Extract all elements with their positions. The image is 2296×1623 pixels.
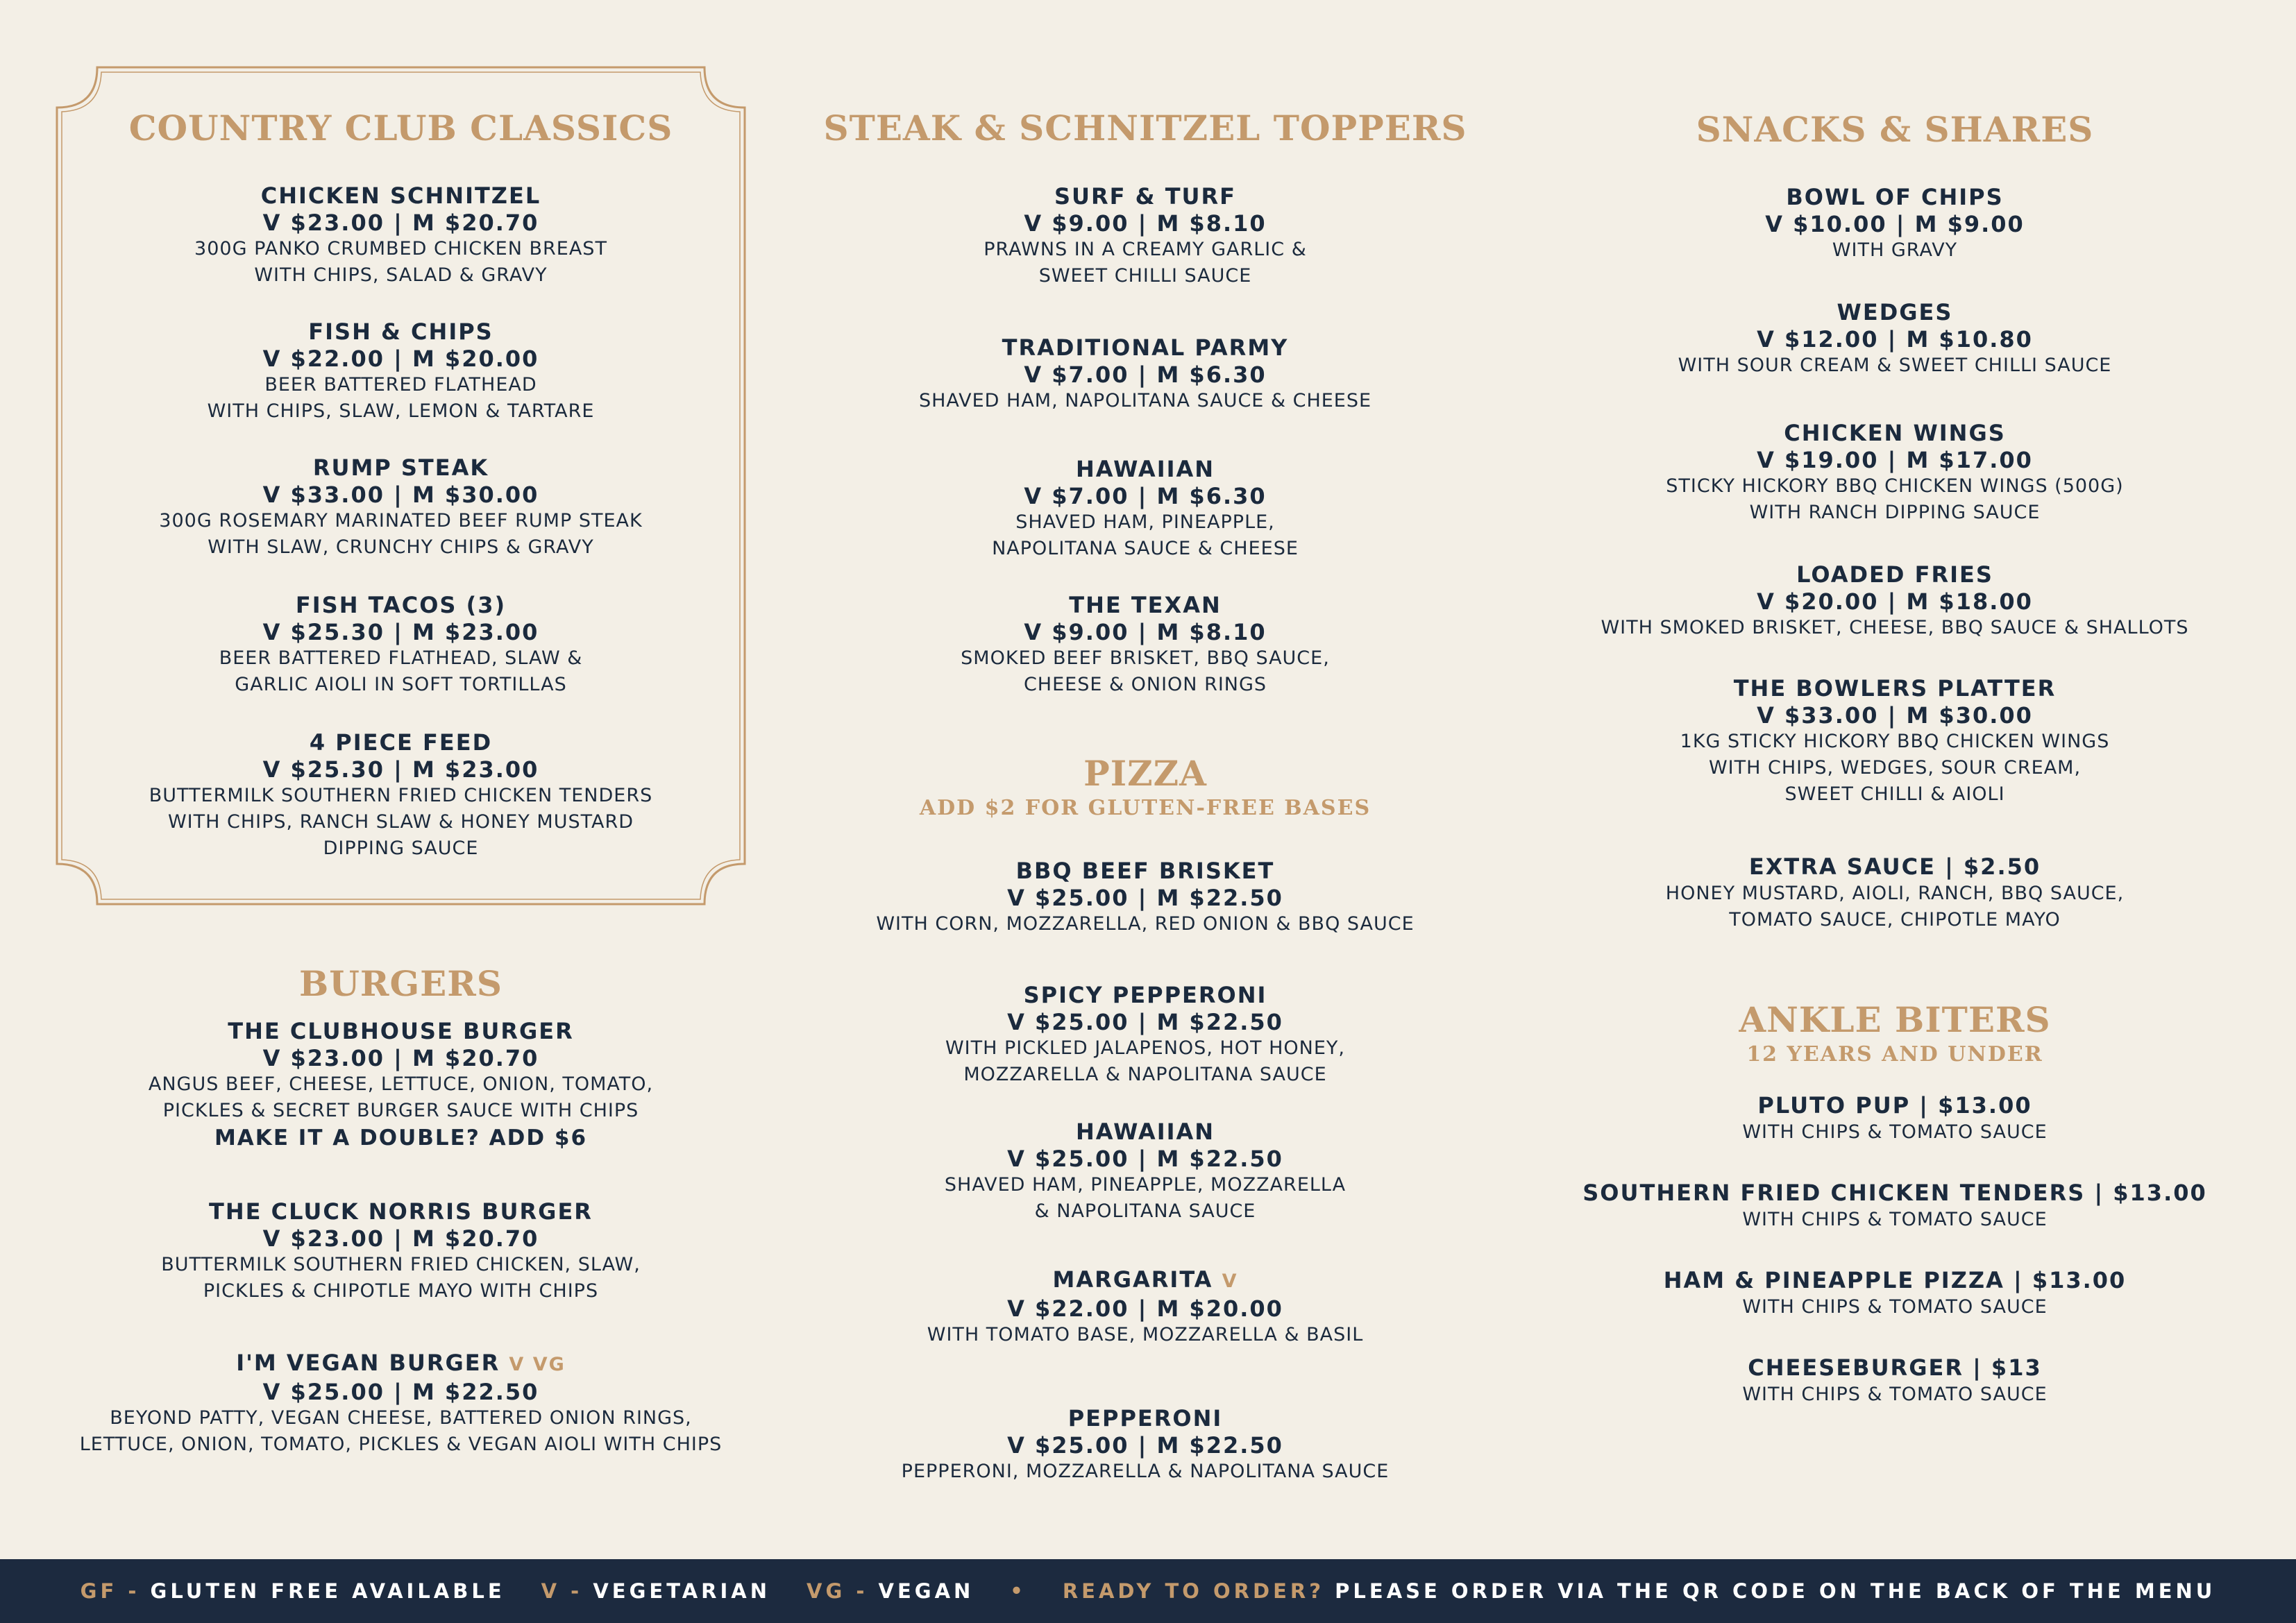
- item-name-text: I'M VEGAN BURGER: [236, 1350, 500, 1376]
- menu-item: [56, 591, 746, 698]
- menu-item: [56, 729, 746, 862]
- item-name: SOUTHERN FRIED CHICKEN TENDERS | $13.00: [1582, 1180, 2207, 1206]
- item-price: V $25.00 | M $22.50: [1007, 1009, 1283, 1035]
- item-price: V $25.00 | M $22.50: [1007, 1146, 1283, 1172]
- item-name: CHEESEBURGER | $13: [1748, 1354, 2042, 1381]
- item-name: SPICY PEPPERONI: [1023, 982, 1267, 1008]
- menu-item: [1555, 853, 2235, 933]
- menu-item: [1555, 419, 2235, 526]
- item-price: V $25.00 | M $22.50: [1007, 1432, 1283, 1459]
- footer-v-key: V -: [541, 1579, 583, 1603]
- item-desc: BEYOND PATTY, VEGAN CHEESE, BATTERED ONION RINGS, LETTUCE, ONION, TOMATO, PICKLES & VEGAN AIOLI WITH CHIPS: [79, 1407, 723, 1455]
- item-price: V $23.00 | M $20.70: [262, 1225, 539, 1252]
- ankle-title: ANKLE BITERS: [1739, 999, 2051, 1040]
- item-desc: WITH CHIPS & TOMATO SAUCE: [1742, 1296, 2048, 1318]
- item-price: V $23.00 | M $20.70: [262, 210, 539, 236]
- menu-item: [1555, 298, 2235, 379]
- classics-section: [56, 108, 746, 149]
- footer-vg-key: VG -: [807, 1579, 868, 1603]
- menu-item: [798, 591, 1492, 698]
- menu-item: [798, 455, 1492, 562]
- item-desc: WITH SMOKED BRISKET, CHEESE, BBQ SAUCE & SHALLOTS: [1601, 617, 2189, 638]
- menu-item: [56, 182, 746, 289]
- item-desc: HONEY MUSTARD, AIOLI, RANCH, BBQ SAUCE, TOMATO SAUCE, CHIPOTLE MAYO: [1665, 883, 2125, 931]
- item-name: SURF & TURF: [1054, 183, 1237, 210]
- menu-item: [1555, 561, 2235, 641]
- item-name: THE BOWLERS PLATTER: [1733, 675, 2057, 702]
- menu-item: [56, 1349, 746, 1458]
- item-desc: WITH GRAVY: [1832, 239, 1958, 261]
- footer-order-value: PLEASE ORDER VIA THE QR CODE ON THE BACK OF THE MENU: [1335, 1579, 2216, 1603]
- item-price: V $25.30 | M $23.00: [262, 756, 539, 783]
- item-name: 4 PIECE FEED: [309, 729, 493, 756]
- item-name: BOWL OF CHIPS: [1786, 184, 2004, 210]
- item-desc: SHAVED HAM, PINEAPPLE, MOZZARELLA & NAPOLITANA SAUCE: [944, 1174, 1347, 1222]
- pizza-section: [798, 753, 1492, 822]
- item-name: FISH TACOS (3): [295, 592, 507, 618]
- item-name: LOADED FRIES: [1796, 561, 1993, 588]
- ankle-subtitle: 12 YEARS AND UNDER: [1746, 1042, 2043, 1067]
- item-desc: WITH CORN, MOZZARELLA, RED ONION & BBQ SAUCE: [876, 913, 1415, 935]
- menu-item: [1555, 183, 2235, 264]
- item-name: WEDGES: [1837, 299, 1953, 325]
- snacks-section: [1555, 109, 2235, 151]
- menu-item: [1555, 1266, 2235, 1320]
- ankle-section: [1555, 999, 2235, 1069]
- item-desc: WITH TOMATO BASE, MOZZARELLA & BASIL: [927, 1324, 1364, 1345]
- menu-item: [56, 1017, 746, 1152]
- item-name: [56, 1349, 746, 1379]
- item-name: RUMP STEAK: [312, 454, 489, 481]
- item-name: HAM & PINEAPPLE PIZZA | $13.00: [1663, 1267, 2127, 1293]
- item-name: EXTRA SAUCE | $2.50: [1748, 853, 2041, 880]
- snacks-title: SNACKS & SHARES: [1696, 109, 2094, 150]
- item-price: V $9.00 | M $8.10: [1024, 210, 1267, 237]
- burgers-title: BURGERS: [299, 963, 503, 1004]
- item-price: V $25.30 | M $23.00: [262, 619, 539, 645]
- menu-item: [798, 1266, 1492, 1348]
- diet-tag: V: [1222, 1271, 1238, 1292]
- item-price: V $7.00 | M $6.30: [1024, 483, 1267, 509]
- menu-item: [1555, 1091, 2235, 1146]
- item-desc: 1KG STICKY HICKORY BBQ CHICKEN WINGS WITH CHIPS, WEDGES, SOUR CREAM, SWEET CHILLI & AIOLI: [1680, 731, 2110, 805]
- menu-item: [1555, 1354, 2235, 1408]
- item-name: HAWAIIAN: [1075, 1119, 1215, 1145]
- item-desc: STICKY HICKORY BBQ CHICKEN WINGS (500G) WITH RANCH DIPPING SAUCE: [1666, 475, 2124, 523]
- menu-item: [56, 454, 746, 561]
- item-desc: SHAVED HAM, PINEAPPLE, NAPOLITANA SAUCE & CHEESE: [992, 511, 1299, 559]
- item-name: THE CLUBHOUSE BURGER: [228, 1018, 574, 1044]
- item-price: V $22.00 | M $20.00: [262, 346, 539, 372]
- item-desc: WITH CHIPS & TOMATO SAUCE: [1742, 1121, 2048, 1143]
- item-name: THE TEXAN: [1069, 592, 1222, 618]
- item-upsell: MAKE IT A DOUBLE? ADD $6: [214, 1125, 588, 1150]
- menu-item: [798, 182, 1492, 289]
- footer-bullet-icon: •: [1010, 1579, 1027, 1603]
- item-price: V $33.00 | M $30.00: [262, 482, 539, 508]
- footer-v-value: VEGETARIAN: [593, 1579, 771, 1603]
- item-price: V $10.00 | M $9.00: [1765, 211, 2025, 237]
- item-name: BBQ BEEF BRISKET: [1015, 858, 1275, 884]
- item-price: V $33.00 | M $30.00: [1757, 702, 2033, 729]
- pizza-title: PIZZA: [1083, 753, 1207, 794]
- item-price: V $9.00 | M $8.10: [1024, 619, 1267, 645]
- item-name: [798, 1266, 1492, 1295]
- item-name: CHICKEN WINGS: [1784, 420, 2006, 446]
- toppers-section: [798, 108, 1492, 149]
- menu-item: [56, 318, 746, 425]
- item-desc: BEER BATTERED FLATHEAD, SLAW & GARLIC AIOLI IN SOFT TORTILLAS: [219, 647, 583, 695]
- item-desc: BUTTERMILK SOUTHERN FRIED CHICKEN, SLAW, PICKLES & CHIPOTLE MAYO WITH CHIPS: [161, 1254, 641, 1302]
- menu-item: [798, 334, 1492, 414]
- item-desc: SHAVED HAM, NAPOLITANA SAUCE & CHEESE: [918, 390, 1372, 411]
- item-desc: PEPPERONI, MOZZARELLA & NAPOLITANA SAUCE: [901, 1461, 1390, 1482]
- item-price: V $22.00 | M $20.00: [1007, 1295, 1283, 1322]
- footer-gf: [81, 1579, 505, 1603]
- pizza-subtitle: ADD $2 FOR GLUTEN-FREE BASES: [919, 796, 1371, 820]
- item-price: V $12.00 | M $10.80: [1757, 326, 2033, 352]
- item-price: V $25.00 | M $22.50: [262, 1379, 539, 1405]
- toppers-title: STEAK & SCHNITZEL TOPPERS: [823, 108, 1467, 148]
- classics-title: COUNTRY CLUB CLASSICS: [128, 108, 673, 148]
- footer-vg-value: VEGAN: [878, 1579, 974, 1603]
- item-name-text: MARGARITA: [1052, 1266, 1213, 1293]
- item-desc: PRAWNS IN A CREAMY GARLIC & SWEET CHILLI SAUCE: [984, 239, 1307, 287]
- item-desc: WITH SOUR CREAM & SWEET CHILLI SAUCE: [1678, 355, 2112, 376]
- item-name: HAWAIIAN: [1075, 456, 1215, 482]
- item-price: V $23.00 | M $20.70: [262, 1045, 539, 1071]
- item-name: CHICKEN SCHNITZEL: [260, 182, 541, 209]
- menu-item: [798, 857, 1492, 937]
- burgers-section: [56, 963, 746, 1005]
- item-name: PLUTO PUP | $13.00: [1757, 1092, 2032, 1119]
- item-desc: WITH PICKLED JALAPENOS, HOT HONEY, MOZZARELLA & NAPOLITANA SAUCE: [945, 1037, 1346, 1085]
- footer-order: [1063, 1579, 2216, 1603]
- diet-tag: V VG: [509, 1354, 566, 1375]
- footer-bar: [0, 1559, 2296, 1623]
- item-desc: WITH CHIPS & TOMATO SAUCE: [1742, 1384, 2048, 1405]
- item-name: TRADITIONAL PARMY: [1002, 334, 1289, 361]
- item-desc: 300G PANKO CRUMBED CHICKEN BREAST WITH CHIPS, SALAD & GRAVY: [194, 238, 607, 286]
- item-desc: ANGUS BEEF, CHEESE, LETTUCE, ONION, TOMATO, PICKLES & SECRET BURGER SAUCE WITH CHIPS: [148, 1073, 654, 1121]
- menu-item: [798, 1118, 1492, 1225]
- menu-item: [1555, 1179, 2235, 1233]
- item-desc: BUTTERMILK SOUTHERN FRIED CHICKEN TENDERS WITH CHIPS, RANCH SLAW & HONEY MUSTARD DIPPING SAUCE: [149, 785, 653, 859]
- item-price: V $7.00 | M $6.30: [1024, 362, 1267, 388]
- item-desc: WITH CHIPS & TOMATO SAUCE: [1742, 1209, 2048, 1230]
- item-name: PEPPERONI: [1067, 1405, 1223, 1431]
- menu-item: [798, 1404, 1492, 1485]
- item-price: V $20.00 | M $18.00: [1757, 588, 2033, 615]
- item-price: V $19.00 | M $17.00: [1757, 447, 2033, 473]
- footer-gf-key: GF -: [80, 1579, 140, 1603]
- item-desc: BEER BATTERED FLATHEAD WITH CHIPS, SLAW, LEMON & TARTARE: [207, 374, 595, 422]
- footer-vg: [807, 1579, 974, 1603]
- footer-order-key: READY TO ORDER?: [1062, 1579, 1325, 1603]
- item-name: THE CLUCK NORRIS BURGER: [209, 1198, 593, 1225]
- item-price: V $25.00 | M $22.50: [1007, 885, 1283, 911]
- item-name: FISH & CHIPS: [308, 318, 493, 345]
- menu-item: [798, 981, 1492, 1088]
- menu-item: [1555, 674, 2235, 808]
- menu-item: [56, 1198, 746, 1305]
- footer-v: [541, 1579, 770, 1603]
- footer-gf-value: GLUTEN FREE AVAILABLE: [150, 1579, 505, 1603]
- item-desc: SMOKED BEEF BRISKET, BBQ SAUCE, CHEESE & ONION RINGS: [961, 647, 1330, 695]
- item-desc: 300G ROSEMARY MARINATED BEEF RUMP STEAK WITH SLAW, CRUNCHY CHIPS & GRAVY: [159, 510, 643, 558]
